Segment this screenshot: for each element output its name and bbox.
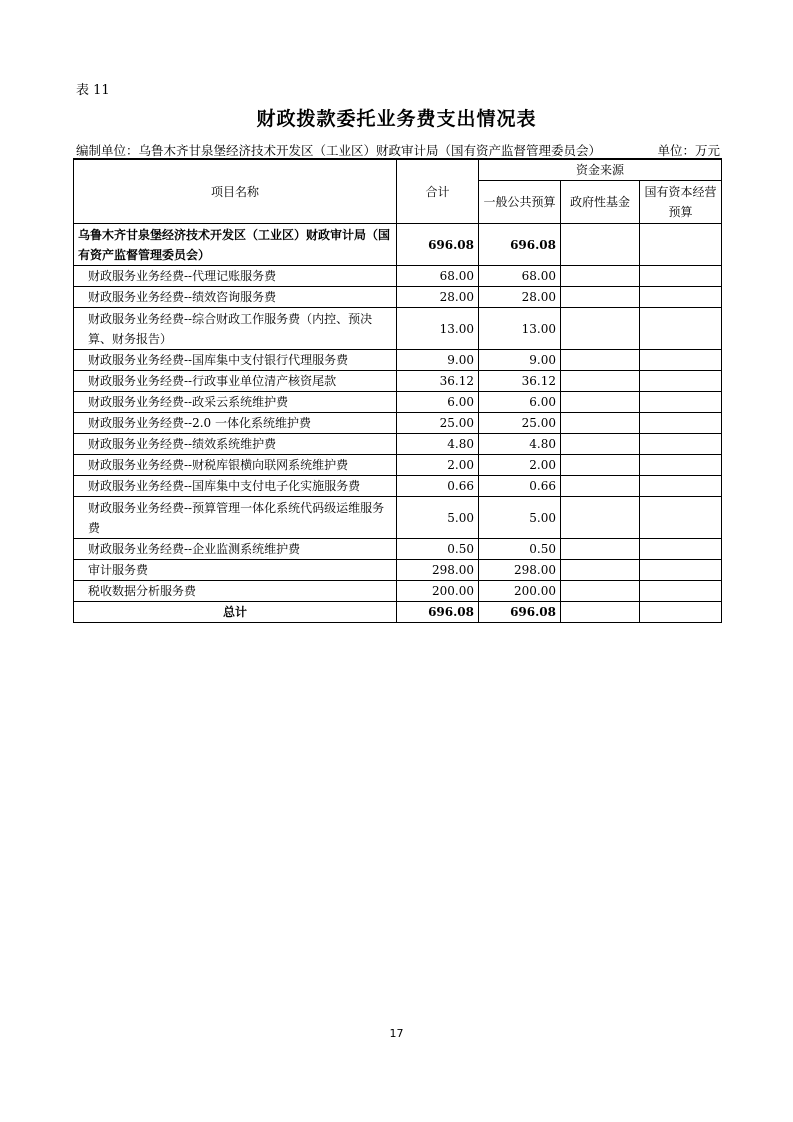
table-row	[74, 476, 722, 497]
gov-fund-cell	[561, 602, 640, 623]
gov-fund-cell	[561, 308, 640, 350]
general-budget-cell: 25.00	[479, 413, 561, 434]
table-body	[74, 159, 722, 623]
state-capital-cell	[640, 287, 722, 308]
general-budget-cell: 36.12	[479, 371, 561, 392]
general-budget-cell: 696.08	[479, 224, 561, 266]
state-capital-cell	[640, 560, 722, 581]
item-name-cell: 财政服务业务经费--行政事业单位清产核资尾款	[74, 371, 397, 392]
header-funding-source: 资金来源	[479, 159, 722, 181]
total-cell: 25.00	[397, 413, 479, 434]
gov-fund-cell	[561, 287, 640, 308]
table-row	[74, 497, 722, 539]
org-row	[74, 224, 722, 266]
total-cell: 13.00	[397, 308, 479, 350]
state-capital-cell	[640, 224, 722, 266]
header-item-name: 项目名称	[74, 159, 397, 224]
org-label: 编制单位：乌鲁木齐甘泉堡经济技术开发区（工业区）财政审计局（国有资产监督管理委员会）	[76, 143, 602, 158]
state-capital-cell	[640, 497, 722, 539]
page-title: 财政拨款委托业务费支出情况表	[256, 108, 537, 130]
general-budget-cell: 5.00	[479, 497, 561, 539]
total-cell: 4.80	[397, 434, 479, 455]
state-capital-cell	[640, 455, 722, 476]
table-row	[74, 392, 722, 413]
header-general-budget: 一般公共预算	[479, 181, 561, 224]
state-capital-cell	[640, 476, 722, 497]
state-capital-cell	[640, 371, 722, 392]
total-cell: 200.00	[397, 581, 479, 602]
total-cell: 68.00	[397, 266, 479, 287]
gov-fund-cell	[561, 560, 640, 581]
gov-fund-cell	[561, 497, 640, 539]
item-name-cell: 财政服务业务经费--国库集中支付电子化实施服务费	[74, 476, 397, 497]
org-unit-line	[76, 141, 720, 159]
gov-fund-cell	[561, 413, 640, 434]
gov-fund-cell	[561, 476, 640, 497]
gov-fund-cell	[561, 434, 640, 455]
general-budget-cell: 298.00	[479, 560, 561, 581]
general-budget-cell: 696.08	[479, 602, 561, 623]
table-row	[74, 581, 722, 602]
table-row	[74, 308, 722, 350]
header-gov-fund: 政府性基金	[561, 181, 640, 224]
gov-fund-cell	[561, 371, 640, 392]
table-label: 表 11	[76, 83, 110, 98]
table-row	[74, 371, 722, 392]
expense-table	[73, 158, 722, 623]
total-cell: 28.00	[397, 287, 479, 308]
item-name-cell: 财政服务业务经费--绩效咨询服务费	[74, 287, 397, 308]
state-capital-cell	[640, 539, 722, 560]
table-row	[74, 413, 722, 434]
total-cell: 298.00	[397, 560, 479, 581]
gov-fund-cell	[561, 392, 640, 413]
gov-fund-cell	[561, 455, 640, 476]
page-number: 17	[389, 1027, 404, 1040]
gov-fund-cell	[561, 224, 640, 266]
table-row	[74, 350, 722, 371]
total-cell: 9.00	[397, 350, 479, 371]
item-name-cell: 总计	[74, 602, 397, 623]
general-budget-cell: 68.00	[479, 266, 561, 287]
total-cell: 5.00	[397, 497, 479, 539]
state-capital-cell	[640, 392, 722, 413]
state-capital-cell	[640, 602, 722, 623]
total-cell: 696.08	[397, 224, 479, 266]
item-name-cell: 财政服务业务经费--企业监测系统维护费	[74, 539, 397, 560]
table-row	[74, 560, 722, 581]
item-name-cell: 财政服务业务经费--国库集中支付银行代理服务费	[74, 350, 397, 371]
item-name-cell: 乌鲁木齐甘泉堡经济技术开发区（工业区）财政审计局（国有资产监督管理委员会）	[74, 224, 397, 266]
gov-fund-cell	[561, 350, 640, 371]
table-row	[74, 455, 722, 476]
table-row	[74, 434, 722, 455]
state-capital-cell	[640, 434, 722, 455]
total-cell: 0.66	[397, 476, 479, 497]
general-budget-cell: 13.00	[479, 308, 561, 350]
total-cell: 2.00	[397, 455, 479, 476]
total-cell: 36.12	[397, 371, 479, 392]
general-budget-cell: 0.66	[479, 476, 561, 497]
item-name-cell: 财政服务业务经费--预算管理一体化系统代码级运维服务费	[74, 497, 397, 539]
header-row-1	[74, 159, 722, 181]
total-cell: 0.50	[397, 539, 479, 560]
item-name-cell: 税收数据分析服务费	[74, 581, 397, 602]
state-capital-cell	[640, 266, 722, 287]
gov-fund-cell	[561, 539, 640, 560]
table-row	[74, 539, 722, 560]
total-cell: 696.08	[397, 602, 479, 623]
general-budget-cell: 2.00	[479, 455, 561, 476]
gov-fund-cell	[561, 581, 640, 602]
state-capital-cell	[640, 350, 722, 371]
general-budget-cell: 28.00	[479, 287, 561, 308]
table-row	[74, 266, 722, 287]
state-capital-cell	[640, 308, 722, 350]
general-budget-cell: 9.00	[479, 350, 561, 371]
general-budget-cell: 6.00	[479, 392, 561, 413]
item-name-cell: 财政服务业务经费--综合财政工作服务费（内控、预决算、财务报告）	[74, 308, 397, 350]
item-name-cell: 财政服务业务经费--绩效系统维护费	[74, 434, 397, 455]
item-name-cell: 财政服务业务经费--政采云系统维护费	[74, 392, 397, 413]
header-total: 合计	[397, 159, 479, 224]
total-row	[74, 602, 722, 623]
general-budget-cell: 0.50	[479, 539, 561, 560]
table-row	[74, 287, 722, 308]
item-name-cell: 财政服务业务经费--代理记账服务费	[74, 266, 397, 287]
item-name-cell: 财政服务业务经费--2.0 一体化系统维护费	[74, 413, 397, 434]
item-name-cell: 财政服务业务经费--财税库银横向联网系统维护费	[74, 455, 397, 476]
state-capital-cell	[640, 581, 722, 602]
state-capital-cell	[640, 413, 722, 434]
unit-label: 单位：万元	[657, 143, 720, 158]
gov-fund-cell	[561, 266, 640, 287]
general-budget-cell: 200.00	[479, 581, 561, 602]
general-budget-cell: 4.80	[479, 434, 561, 455]
item-name-cell: 审计服务费	[74, 560, 397, 581]
header-state-capital: 国有资本经营预算	[640, 181, 722, 224]
total-cell: 6.00	[397, 392, 479, 413]
